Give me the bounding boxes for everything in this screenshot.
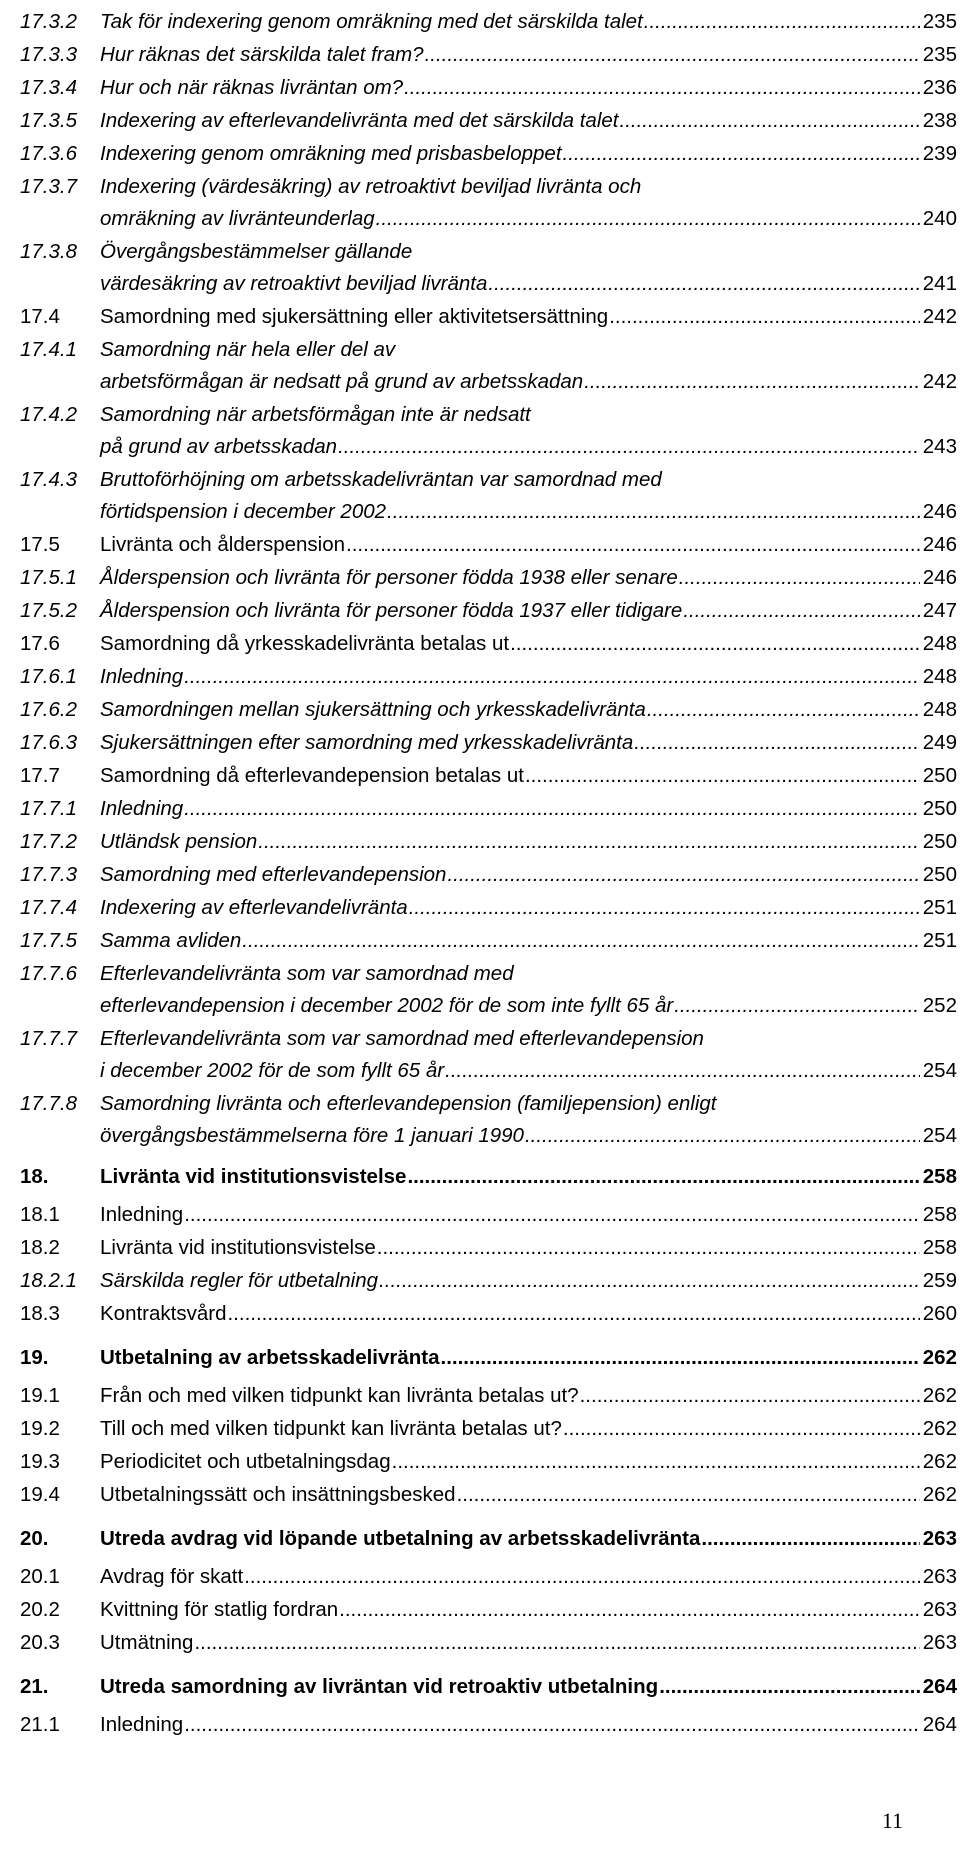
toc-entry-page: 260 [922, 1302, 957, 1325]
dot-leader [634, 727, 920, 760]
toc-entry-title: Samordning när arbetsförmågan inte är nedsatt [100, 403, 531, 426]
toc-entry-title: Efterlevandelivränta som var samordnad med efterlevandepension [100, 1027, 704, 1050]
toc-entry-title: arbetsförmågan är nedsatt på grund av arbetsskadan [100, 370, 584, 393]
toc-entry[interactable] [20, 1594, 960, 1627]
dot-leader [563, 138, 920, 171]
toc-entry-page: 262 [922, 1384, 957, 1407]
toc-entry-number: 18. [20, 1165, 49, 1188]
dot-leader [258, 826, 920, 859]
toc-entry[interactable] [20, 1523, 960, 1556]
toc-entry-title: Tak för indexering genom omräkning med det särskilda talet [100, 10, 643, 33]
toc-entry-title: Utbetalningssätt och insättningsbesked [100, 1483, 456, 1506]
dot-leader [488, 268, 920, 301]
toc-entry[interactable] [20, 1298, 960, 1331]
toc-entry-page: 248 [922, 632, 957, 655]
toc-entry-number: 20. [20, 1527, 49, 1550]
toc-entry-number: 17.3.5 [20, 109, 77, 132]
dot-leader [376, 203, 920, 236]
toc-entry-title: Avdrag för skatt [100, 1565, 244, 1588]
toc-entry-page: 235 [922, 10, 957, 33]
page-number: 11 [881, 1808, 903, 1833]
dot-leader [620, 105, 921, 138]
toc-entry-title: på grund av arbetsskadan [100, 435, 338, 458]
toc-entry-title: Inledning [100, 665, 184, 688]
toc-entry-page: 243 [922, 435, 957, 458]
toc-entry[interactable] [20, 1232, 960, 1265]
toc-entry[interactable] [20, 464, 960, 529]
toc-entry-number: 18.2.1 [20, 1269, 77, 1292]
dot-leader [194, 1627, 920, 1660]
toc-entry-title: Inledning [100, 797, 184, 820]
dot-leader [674, 990, 920, 1023]
toc-entry-number: 19. [20, 1346, 49, 1369]
toc-entry-page: 246 [922, 533, 957, 556]
toc-entry[interactable] [20, 236, 960, 301]
toc-entry[interactable] [20, 301, 960, 334]
toc-entry-number: 17.4.3 [20, 468, 77, 491]
toc-entry[interactable] [20, 1265, 960, 1298]
dot-leader [339, 1594, 920, 1627]
toc-entry-title: Utmätning [100, 1631, 194, 1654]
toc-entry-number: 21. [20, 1675, 49, 1698]
toc-entry[interactable] [20, 1342, 960, 1375]
dot-leader [346, 529, 920, 562]
toc-entry-title: Indexering genom omräkning med prisbasbeloppet [100, 142, 562, 165]
toc-entry-page: 258 [922, 1165, 957, 1188]
toc-entry[interactable] [20, 826, 960, 859]
toc-entry[interactable] [20, 1709, 960, 1742]
toc-entry-number: 17.7 [20, 764, 60, 787]
toc-entry-number: 21.1 [20, 1713, 60, 1736]
toc-entry-page: 264 [922, 1675, 957, 1698]
toc-entry-number: 17.7.1 [20, 797, 77, 820]
dot-leader [425, 39, 920, 72]
dot-leader [242, 925, 920, 958]
toc-entry-title: Samordning då yrkesskadelivränta betalas ut [100, 632, 510, 655]
toc-entry-title: Periodicitet och utbetalningsdag [100, 1450, 391, 1473]
toc-entry-page: 241 [922, 272, 957, 295]
toc-entry-title: Utreda avdrag vid löpande utbetalning av arbetsskadelivränta [100, 1527, 701, 1550]
dot-leader [377, 1232, 920, 1265]
toc-entry-title: Livränta och ålderspension [100, 533, 346, 556]
dot-leader [184, 1199, 920, 1232]
dot-leader [407, 1161, 920, 1194]
toc-entry-title: Efterlevandelivränta som var samordnad med [100, 962, 514, 985]
toc-entry-page: 258 [922, 1236, 957, 1259]
dot-leader [644, 6, 920, 39]
toc-entry-number: 17.7.7 [20, 1027, 77, 1050]
toc-entry[interactable] [20, 39, 960, 72]
toc-entry-number: 17.4 [20, 305, 60, 328]
dot-leader [683, 595, 920, 628]
toc-entry[interactable] [20, 1479, 960, 1512]
toc-entry-title: Utreda samordning av livräntan vid retroaktiv utbetalning [100, 1675, 659, 1698]
toc-entry-number: 17.3.2 [20, 10, 77, 33]
toc-entry-page: 250 [922, 863, 957, 886]
toc-entry[interactable] [20, 694, 960, 727]
toc-entry-number: 17.6.3 [20, 731, 77, 754]
toc-entry[interactable] [20, 171, 960, 236]
toc-entry-page: 242 [922, 305, 957, 328]
dot-leader [609, 301, 920, 334]
toc-entry-page: 262 [922, 1483, 957, 1506]
dot-leader [447, 859, 920, 892]
toc-entry-page: 250 [922, 797, 957, 820]
toc-entry-number: 17.3.3 [20, 43, 77, 66]
dot-leader [244, 1561, 920, 1594]
toc-entry[interactable] [20, 958, 960, 1023]
toc-entry-page: 262 [922, 1346, 957, 1369]
toc-entry-title: Sjukersättningen efter samordning med yrkesskadelivränta [100, 731, 634, 754]
toc-entry-page: 246 [922, 566, 957, 589]
toc-entry-page: 263 [922, 1631, 957, 1654]
toc-entry-number: 17.5 [20, 533, 60, 556]
dot-leader [338, 431, 920, 464]
toc-entry-title: Samordning när hela eller del av [100, 338, 396, 361]
dot-leader [392, 1446, 920, 1479]
toc-entry-title: Inledning [100, 1713, 184, 1736]
toc-entry[interactable] [20, 793, 960, 826]
toc-entry[interactable] [20, 1161, 960, 1194]
dot-leader [701, 1523, 920, 1556]
toc-entry-page: 251 [922, 929, 957, 952]
toc-entry-page: 239 [922, 142, 957, 165]
toc-entry-title: förtidspension i december 2002 [100, 500, 387, 523]
toc-entry[interactable] [20, 859, 960, 892]
toc-entry-page: 250 [922, 830, 957, 853]
toc-entry[interactable] [20, 6, 960, 39]
toc-entry-number: 18.3 [20, 1302, 60, 1325]
toc-entry[interactable] [20, 334, 960, 399]
toc-entry-title: Från och med vilken tidpunkt kan livränta betalas ut? [100, 1384, 579, 1407]
toc-entry-number: 17.6.2 [20, 698, 77, 721]
toc-entry-title: Indexering av efterlevandelivränta med det särskilda talet [100, 109, 619, 132]
toc-entry-title: Ålderspension och livränta för personer födda 1938 eller senare [100, 566, 678, 589]
toc-entry-number: 17.6 [20, 632, 60, 655]
toc-entry-page: 254 [922, 1059, 957, 1082]
dot-leader [184, 661, 920, 694]
toc-entry-title: värdesäkring av retroaktivt beviljad livränta [100, 272, 488, 295]
toc-entry-title: övergångsbestämmelserna före 1 januari 1990 [100, 1124, 524, 1147]
dot-leader [679, 562, 920, 595]
toc-entry-title: Särskilda regler för utbetalning [100, 1269, 379, 1292]
toc-entry-number: 17.3.6 [20, 142, 77, 165]
dot-leader [445, 1055, 920, 1088]
dot-leader [510, 628, 920, 661]
toc-entry-number: 17.5.2 [20, 599, 77, 622]
toc-entry-number: 17.7.6 [20, 962, 77, 985]
toc-entry[interactable] [20, 595, 960, 628]
toc-entry-title: Samordning med efterlevandepension [100, 863, 447, 886]
toc-entry-number: 17.3.8 [20, 240, 77, 263]
dot-leader [525, 1120, 920, 1153]
toc-entry-number: 18.2 [20, 1236, 60, 1259]
toc-entry-page: 238 [922, 109, 957, 132]
toc-entry-title: Bruttoförhöjning om arbetsskadelivräntan var samordnad med [100, 468, 662, 491]
toc-entry[interactable] [20, 1446, 960, 1479]
toc-entry[interactable] [20, 138, 960, 171]
toc-entry[interactable] [20, 72, 960, 105]
toc-entry-number: 17.3.7 [20, 175, 77, 198]
toc-entry[interactable] [20, 661, 960, 694]
toc-entry-page: 242 [922, 370, 957, 393]
toc-entry[interactable] [20, 1088, 960, 1153]
toc-entry-number: 19.1 [20, 1384, 60, 1407]
toc-entry-number: 17.6.1 [20, 665, 77, 688]
toc-entry-title: Kontraktsvård [100, 1302, 227, 1325]
dot-leader [184, 1709, 920, 1742]
toc-entry-number: 20.2 [20, 1598, 60, 1621]
toc-entry-page: 258 [922, 1203, 957, 1226]
toc-entry-title: Indexering av efterlevandelivränta [100, 896, 408, 919]
toc-entry-page: 250 [922, 764, 957, 787]
toc-entry-number: 17.7.4 [20, 896, 77, 919]
toc-entry[interactable] [20, 562, 960, 595]
toc-entry-number: 17.3.4 [20, 76, 77, 99]
toc-entry[interactable] [20, 892, 960, 925]
toc-entry-title: Inledning [100, 1203, 184, 1226]
toc-entry-page: 249 [922, 731, 957, 754]
toc-entry-number: 17.4.1 [20, 338, 77, 361]
dot-leader [441, 1342, 920, 1375]
toc-entry-title: Övergångsbestämmelser gällande [100, 240, 413, 263]
toc-entry-title: Samordning då efterlevandepension betalas ut [100, 764, 524, 787]
toc-entry-title: Till och med vilken tidpunkt kan livränta betalas ut? [100, 1417, 562, 1440]
toc-entry-number: 17.7.3 [20, 863, 77, 886]
toc-entry-page: 254 [922, 1124, 957, 1147]
dot-leader [409, 892, 920, 925]
toc-entry-number: 19.3 [20, 1450, 60, 1473]
toc-entry-title: i december 2002 för de som fyllt 65 år [100, 1059, 445, 1082]
dot-leader [647, 694, 920, 727]
toc-entry-page: 263 [922, 1527, 957, 1550]
toc-entry-page: 259 [922, 1269, 957, 1292]
toc-entry[interactable] [20, 1413, 960, 1446]
toc-entry-page: 264 [922, 1713, 957, 1736]
toc-entry[interactable] [20, 399, 960, 464]
toc-entry-title: Utländsk pension [100, 830, 258, 853]
dot-leader [379, 1265, 920, 1298]
dot-leader [227, 1298, 920, 1331]
toc-entry-number: 18.1 [20, 1203, 60, 1226]
dot-leader [659, 1671, 920, 1704]
toc-entry-number: 19.2 [20, 1417, 60, 1440]
toc-entry-number: 17.7.8 [20, 1092, 77, 1115]
toc-entry-title: omräkning av livränteunderlag [100, 207, 375, 230]
dot-leader [457, 1479, 920, 1512]
toc-entry-title: Samordning livränta och efterlevandepension (familjepension) enligt [100, 1092, 717, 1115]
toc-entry-number: 20.3 [20, 1631, 60, 1654]
toc-entry-title: Indexering (värdesäkring) av retroaktivt beviljad livränta och [100, 175, 642, 198]
toc-entry-number: 17.5.1 [20, 566, 77, 589]
toc-entry-page: 262 [922, 1450, 957, 1473]
toc-entry-page: 236 [922, 76, 957, 99]
dot-leader [563, 1413, 920, 1446]
dot-leader [184, 793, 920, 826]
dot-leader [580, 1380, 920, 1413]
toc-entry-title: Kvittning för statlig fordran [100, 1598, 339, 1621]
toc-entry[interactable] [20, 727, 960, 760]
toc-entry-title: Samordning med sjukersättning eller aktivitetsersättning [100, 305, 609, 328]
toc-entry-page: 251 [922, 896, 957, 919]
toc-entry-title: Samma avliden [100, 929, 242, 952]
toc-entry-page: 262 [922, 1417, 957, 1440]
dot-leader [525, 760, 920, 793]
toc-entry-page: 235 [922, 43, 957, 66]
toc-entry-title: Utbetalning av arbetsskadelivränta [100, 1346, 440, 1369]
toc-entry-title: Livränta vid institutionsvistelse [100, 1236, 376, 1259]
dot-leader [584, 366, 920, 399]
toc-entry-title: Livränta vid institutionsvistelse [100, 1165, 407, 1188]
toc-entry-number: 17.4.2 [20, 403, 77, 426]
toc-entry[interactable] [20, 529, 960, 562]
toc-entry[interactable] [20, 1561, 960, 1594]
toc-entry-number: 17.7.5 [20, 929, 77, 952]
toc-entry-title: efterlevandepension i december 2002 för de som inte fyllt 65 år [100, 994, 674, 1017]
toc-entry-page: 263 [922, 1565, 957, 1588]
toc-entry-page: 247 [922, 599, 957, 622]
toc-entry-number: 19.4 [20, 1483, 60, 1506]
toc-entry-page: 248 [922, 665, 957, 688]
toc-entry[interactable] [20, 105, 960, 138]
toc-entry-page: 248 [922, 698, 957, 721]
toc-entry[interactable] [20, 925, 960, 958]
toc-entry-page: 252 [922, 994, 957, 1017]
toc-entry-title: Hur räknas det särskilda talet fram? [100, 43, 424, 66]
toc-entry-page: 263 [922, 1598, 957, 1621]
toc-entry-page: 240 [922, 207, 957, 230]
toc-entry[interactable] [20, 1671, 960, 1704]
toc-entry-title: Ålderspension och livränta för personer födda 1937 eller tidigare [100, 599, 683, 622]
toc-entry[interactable] [20, 1380, 960, 1413]
toc-entry-number: 17.7.2 [20, 830, 77, 853]
toc-entry-page: 246 [922, 500, 957, 523]
toc-entry[interactable] [20, 1199, 960, 1232]
toc-entry[interactable] [20, 1627, 960, 1660]
toc-entry-title: Samordningen mellan sjukersättning och yrkesskadelivränta [100, 698, 646, 721]
toc-entry[interactable] [20, 760, 960, 793]
toc-entry-number: 20.1 [20, 1565, 60, 1588]
toc-entry[interactable] [20, 1023, 960, 1088]
toc-entry[interactable] [20, 628, 960, 661]
dot-leader [404, 72, 920, 105]
toc-entry-title: Hur och när räknas livräntan om? [100, 76, 404, 99]
dot-leader [387, 496, 920, 529]
